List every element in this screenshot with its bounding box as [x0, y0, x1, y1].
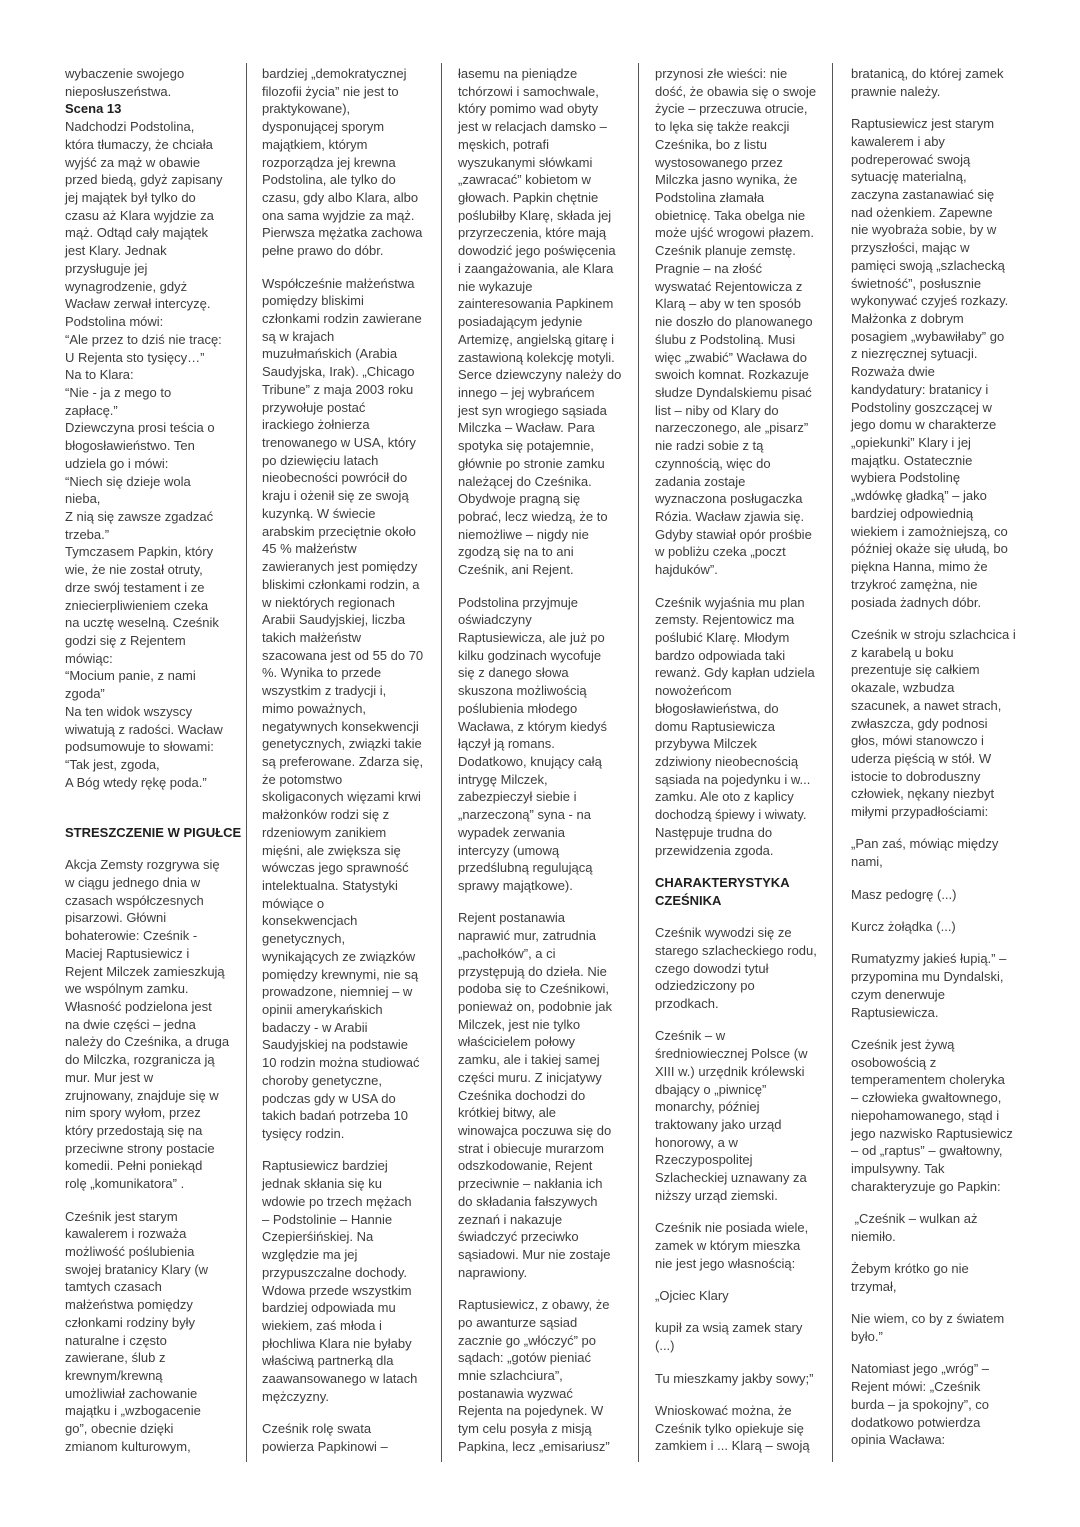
paragraph: Cześnik rolę swata powierza Papkinowi –	[262, 1421, 388, 1454]
column-divider	[246, 63, 247, 1462]
column-divider	[832, 63, 833, 1462]
paragraph: Cześnik – w średniowiecznej Polsce (w XIII w.) urzędnik królewski dbający o „piwnicę” monarchy, później traktowany jako urząd honorowy, a w Rzeczypospolitej Szlacheckiej uznawany za niższy urząd ziemski.	[655, 1028, 808, 1203]
quote: kupił za wsią zamek stary (...)	[655, 1320, 803, 1354]
paragraph: Cześnik nie posiada wiele, zamek w którym mieszka nie jest jego własnością:	[655, 1220, 809, 1271]
paragraph: Raptusiewicz jest starym kawalerem i aby podreperować swoją sytuację materialną, zaczyna zastanawiać się nad ożenkiem. Zapewne nie wyobraża sobie, by w przyszłości, mając w pamięci swoją „szlachecką świetność”, posłusznie wykonywać czyjeś rozkazy. Małżonka z dobrym posagiem „wybawiłaby” go z niezręcznej sytuacji. Rozważa dwie kandydatury: bratanicy i Podstoliny goszczącej w jego domu w charakterze „opiekunki” Klary i jej majątku. Ostatecznie wybiera Podstolinę „wdówkę gładką” – jako bardziej odpowiednią wiekiem i zamożniejszą, co później okaże się ułudą, bo piękna Hanna, mimo że trzykroć zamężna, nie posiada żadnych dóbr.	[851, 116, 1009, 610]
paragraph: Nadchodzi Podstolina, która tłumaczy, że chciała wyjść za mąż w obawie przed biedą, gdyż zapisany jej majątek był tylko do czasu aż Klara wyjdzie za mąż. Odtąd cały majątek jest Klary. Jednak przysługuje jej wynagrodzenie, gdyż Wacław zerwał intercyzę. Podstolina mówi: “Ale przez to dziś nie tracę: U Rejenta sto tysięcy…” Na to Klara: “Nie - ja z mego to zapłacę.” Dziewczyna prosi teścia o błogosławieństwo. Ten udziela go i mówi: “Niech się dzieje wola nieba, Z nią się zawsze zgadzać trzeba.” Tymczasem Papkin, który wie, że nie został otruty, drze swój testament i ze zniecierpliwieniem czeka na ucztę weselną. Cześnik godzi się z Rejentem mówiąc: “Mocium panie, z nami zgoda” Na ten widok wszyscy wiwatują z radości. Wacław podsumowuje to słowami: “Tak jest, zgoda, A Bóg wtedy rękę poda.”	[65, 119, 223, 790]
text-column-1	[65, 65, 245, 1456]
scene-heading: Scena 13	[65, 101, 122, 117]
column-divider	[638, 63, 639, 1462]
paragraph: Natomiast jego „wróg” – Rejent mówi: „Cześnik burda – ja spokojny”, co dodatkowo potwierdza opinia Wacława:	[851, 1361, 990, 1448]
paragraph: Podstolina przyjmuje oświadczyny Raptusiewicza, ale już po kilku godzinach wycofuje się z danego słowa skuszona możliwością poślubienia młodego Wacława, z którym kiedyś łączył ją romans. Dodatkowo, knujący całą intrygę Milczek, zabezpieczył siebie i „narzeczoną” syna - na wypadek zerwania intercyzy (umową przedślubną regulującą sprawy majątkowe).	[458, 594, 608, 894]
paragraph: Rumatyzmy jakieś łupią.” – przypomina mu Dyndalski, czym denerwuje Raptusiewicza.	[851, 951, 1007, 1020]
text-column-5	[851, 65, 1031, 1449]
paragraph: łasemu na pieniądze tchórzowi i samochwale, który pomimo wad obyty jest w relacjach damsko – męskich, potrafi wyszukanymi słówkami „zawracać” kobietom w głowach. Papkin chętnie poślubiłby Klarę, składa jej przyrzeczenia, które mają dowodzić jego poświęcenia i zaangażowania, ale Klara nie wykazuje zainteresowania Papkinem posiadającym jedynie Artemizę, angielską gitarę i zastawioną kolekcję motyli. Serce dziewczyny należy do innego – jej wybrańcem jest syn wrogiego sąsiada Milczka – Wacław. Para spotyka się potajemnie, głównie po stronie zamku należącej do Cześnika. Obydwoje pragną się pobrać, lecz wiedzą, że to niemożliwe – nigdy nie zgodzą się na to ani Cześnik, ani Rejent.	[458, 66, 622, 578]
paragraph: Raptusiewicz bardziej jednak skłania się ku wdowie po trzech mężach – Podstolinie – Hannie Czepierśińskiej. Na względzie ma jej przypuszczalne dochody. Wdowa przede wszystkim bardziej odpowiada mu wiekiem, zaś młoda i płochliwa Klara nie byłaby właściwą partnerką dla zaawansowanego w latach mężczyzny.	[262, 1158, 418, 1404]
paragraph: Rejent postanawia naprawić mur, zatrudnia „pachołków”, a ci przystępują do dzieła. Nie podoba się to Cześnikowi, ponieważ on, podobnie jak Milczek, jest nie tylko właścicielem połowy zamku, ale i takiej samej części muru. Z inicjatywy Cześnika dochodzi do krótkiej bitwy, ale winowajca poczuwa się do strat i obiecuje murarzom odszkodowanie, Rejent przeciwnie – nakłania ich do składania fałszywych zeznań i nakazuje świadczyć przeciwko sąsiadowi. Mur nie zostaje naprawiony.	[458, 910, 612, 1280]
paragraph: Akcja Zemsty rozgrywa się w ciągu jednego dnia w czasach współczesnych pisarzowi. Główni bohaterowie: Cześnik - Maciej Raptusiewicz i Rejent Milczek zamieszkują we wspólnym zamku. Własność podzielona jest na dwie części – jedna należy do Cześnika, a druga do Milczka, rozgranicza ją mur. Mur jest w zrujnowany, znajduje się w nim spory wyłom, przez który przedostają się na przeciwne strony postacie komedii. Pełni poniekąd rolę „komunikatora” .	[65, 857, 230, 1192]
paragraph: przynosi złe wieści: nie dość, że obawia się o swoje życie – przeczuwa otrucie, to lęka się także reakcji Cześnika, bo z listu wystosowanego przez Milczka jasno wynika, że Podstolina złamała obietnicę. Taka obelga nie może ujść wrogowi płazem. Cześnik planuje zemstę. Pragnie – na złość wyswatać Rejentowicza z Klarą – aby w ten sposób nie doszło do planowanego ślubu z Podstoliną. Musi więc „zwabić” Wacława do swoich komnat. Rozkazuje słudze Dyndalskiemu pisać list – niby od Klary do narzeczonego, ale „pisarz” nie radzi sobie z tą czynnością, więc do zadania zostaje wyznaczona posługaczka Rózia. Wacław zjawia się. Gdyby stawiał opór prośbie w pobliżu czeka „poczt hajduków”.	[655, 66, 817, 578]
paragraph: Cześnik wyjaśnia mu plan zemsty. Rejentowicz ma poślubić Klarę. Młodym bardzo odpowiada taki rewanż. Gdy kapłan udziela nowożeńcom błogosławieństwa, do domu Raptusiewicza przybywa Milczek zdziwiony nieobecnością sąsiada na pojedynku i w... zamku. Ale oto z kaplicy dochodzą śpiewy i wiwaty. Następuje trudna do przewidzenia zgoda.	[655, 594, 815, 858]
paragraph: bratanicą, do której zamek prawnie należy.	[851, 66, 1004, 99]
text-column-3	[458, 65, 638, 1456]
paragraph: Cześnik jest żywą osobowością z temperamentem choleryka – człowieka gwałtownego, niepohamowanego, stąd i jego nazwisko Raptusiewicz – od „raptus” – gwałtowny, impulsywny. Tak charakteryzuje go Papkin:	[851, 1036, 1013, 1194]
quote: Tu mieszkamy jakby sowy;”	[655, 1370, 814, 1386]
column-divider	[441, 63, 442, 1462]
paragraph: Cześnik wywodzi się ze starego szlacheckiego rodu, czego dowodzi tytuł odziedziczony po przodkach.	[655, 925, 817, 1011]
paragraph: Raptusiewicz, z obawy, że po awanturze sąsiad zacznie go „włóczyć” po sądach: „gotów pieniać mnie szlachciura”, postanawia wyzwać Rejenta na pojedynek. W tym celu posyła z misją Papkina, lecz „emisariusz”	[458, 1297, 610, 1454]
section-heading: CHARAKTERYSTYKA CZEŚNIKA	[655, 874, 790, 908]
quote: Masz pedogrę (...)	[851, 886, 957, 902]
quote: Nie wiem, co by z światem było.”	[851, 1311, 1005, 1344]
text-column-4	[655, 65, 835, 1455]
paragraph: Cześnik w stroju szlachcica i z karabelą u boku prezentuje się całkiem okazale, wzbudza szacunek, a nawet strach, zwłaszcza, gdy podnosi głos, mówi stanowczo i uderza pięścią w stół. W istocie to dobroduszny człowiek, nękany niezbyt miłymi przypadłościami:	[851, 626, 1016, 820]
quote: Żebym krótko go nie trzymał,	[851, 1261, 969, 1294]
quote: „Pan zaś, mówiąc między nami,	[851, 836, 999, 870]
quote: „Cześnik – wulkan aż niemiło.	[851, 1211, 978, 1244]
paragraph: bardziej „demokratycznej filozofii życia” nie jest to praktykowane), dysponującej sporym majątkiem, którym rozporządza jej krewna Podstolina, ale tylko do czasu, gdy albo Klara, albo ona sama wyjdzie za mąż. Pierwsza mężatka zachowa pełne prawo do dóbr.	[262, 66, 423, 259]
paragraph: Cześnik jest starym kawalerem i rozważa możliwość poślubienia swojej bratanicy Klary (w tamtych czasach małżeństwa pomiędzy członkami rodziny były naturalne i często zawierane, ślub z krewnym/krewną umożliwiał zachowanie majątku i „wzbogacenie go”, obecnie dzięki zmianom kulturowym,	[65, 1208, 209, 1454]
paragraph: wybaczenie swojego nieposłuszeństwa.	[65, 66, 185, 99]
quote: „Ojciec Klary	[655, 1288, 729, 1304]
paragraph: Współcześnie małżeństwa pomiędzy bliskimi członkami rodzin zawierane są w krajach muzułmańskich (Arabia Saudyjska, Irak). „Chicago Tribune” z maja 2003 roku przywołuje postać irackiego żołnierza trenowanego w USA, który po dziewięciu latach nieobecności powrócił do kraju i ożenił się ze swoją kuzynką. W świecie arabskim przeciętnie około 45 % małżeństw zawieranych jest pomiędzy bliskimi członkami rodzin, a w niektórych regionach Arabii Saudyjskiej, liczba takich małżeństw szacowana jest od 55 do 70 %. Wynika to przede wszystkim z tradycji i, mimo poważnych, negatywnych konsekwencji genetycznych, związki takie są preferowane. Zdarza się, że potomstwo skoligaconych więzami krwi małżonków rodzi się z rdzeniowym zanikiem mięśni, ale zwiększa się wówczas jego sprawność intelektualna. Statystyki mówiące o konsekwencjach genetycznych, wynikających ze związków pomiędzy krewnymi, nie są prowadzone, niemniej – w opinii amerykańskich badaczy - w Arabii Saudyjskiej na podstawie 10 rodzin można studiować choroby genetyczne, podczas gdy w USA do takich badań potrzeba 10 tysięcy rodzin.	[262, 275, 424, 1142]
section-heading: STRESZCZENIE W PIGUŁCE	[65, 824, 242, 840]
text-column-2	[262, 65, 442, 1456]
paragraph: Wnioskować można, że Cześnik tylko opiekuje się zamkiem i ... Klarą – swoją	[655, 1402, 810, 1454]
quote: Kurcz żołądka (...)	[851, 918, 956, 934]
